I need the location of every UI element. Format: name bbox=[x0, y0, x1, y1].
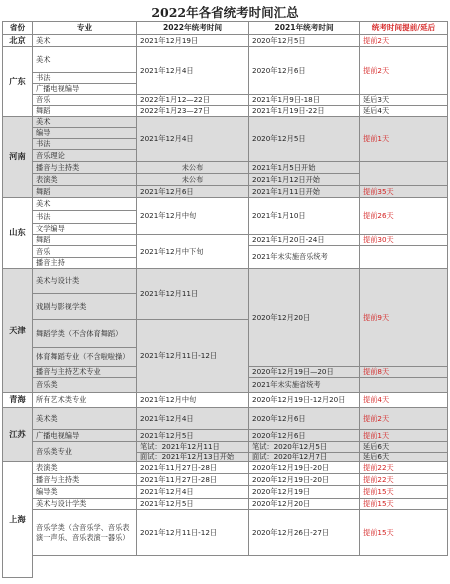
subject-cell: 美术 bbox=[32, 116, 137, 128]
date-2022-cell: 2021年12月中下旬 bbox=[136, 234, 249, 269]
date-2021-cell: 2021年1月19日-22日 bbox=[248, 105, 360, 117]
change-cell: 提前1天 bbox=[359, 429, 448, 442]
subject-cell: 书法 bbox=[32, 138, 137, 150]
change-cell: 提前2天 bbox=[359, 46, 448, 95]
date-2022-cell: 2021年12月4日 bbox=[136, 46, 249, 95]
header-cell: 2022年统考时间 bbox=[136, 21, 249, 35]
subject-cell: 书法 bbox=[32, 72, 137, 84]
subject-cell: 美术与设计类 bbox=[32, 268, 137, 294]
date-2022-cell: 2021年12月中旬 bbox=[136, 197, 249, 235]
document-title: 2022年各省统考时间汇总 bbox=[151, 5, 299, 20]
change-cell: 提前4天 bbox=[359, 392, 448, 408]
date-2022-cell: 未公布 bbox=[136, 161, 249, 174]
change-cell: 提前2天 bbox=[359, 34, 448, 47]
subject-cell: 舞蹈 bbox=[32, 185, 137, 198]
subject-cell: 广播电视编导 bbox=[32, 83, 137, 95]
subject-cell: 表演类 bbox=[32, 461, 137, 474]
change-cell: 延后6天 bbox=[359, 441, 448, 453]
change-cell: 延后4天 bbox=[359, 105, 448, 117]
date-2022-cell: 未公布 bbox=[136, 173, 249, 186]
change-cell: 提前22天 bbox=[359, 461, 448, 474]
date-2022-cell: 2021年12月4日 bbox=[136, 407, 249, 430]
subject-cell: 所有艺术类专业 bbox=[32, 392, 137, 408]
change-cell: 提前35天 bbox=[359, 185, 448, 198]
subject-cell: 书法 bbox=[32, 210, 137, 224]
date-2021-cell: 2020年12月6日 bbox=[248, 429, 360, 442]
date-2021-cell: 2020年12月5日 bbox=[248, 34, 360, 47]
date-2021-cell: 2021年1月10日 bbox=[248, 197, 360, 235]
date-2022-cell: 2021年11月27日-28日 bbox=[136, 461, 249, 474]
province-cell: 江苏 bbox=[2, 407, 33, 462]
date-2021-cell: 2020年12月19日-20日 bbox=[248, 473, 360, 486]
header-cell: 省份 bbox=[2, 21, 33, 35]
change-cell: 提前26天 bbox=[359, 197, 448, 235]
subject-cell: 广播电视编导 bbox=[32, 429, 137, 442]
subject-cell: 表演类 bbox=[32, 173, 137, 186]
subject-cell: 戏剧与影视学类 bbox=[32, 293, 137, 320]
change-cell: 延后3天 bbox=[359, 94, 448, 106]
date-2022-cell: 2022年1月12—22日 bbox=[136, 94, 249, 106]
date-2021-cell: 2021年1月9日-18日 bbox=[248, 94, 360, 106]
subject-cell: 播音与主持类 bbox=[32, 473, 137, 486]
date-2022-cell: 2021年11月27日-28日 bbox=[136, 473, 249, 486]
subject-cell: 音乐 bbox=[32, 94, 137, 106]
date-2021-cell: 2020年12月20日 bbox=[248, 498, 360, 510]
change-cell: 提前30天 bbox=[359, 234, 448, 246]
province-cell: 上海 bbox=[2, 461, 33, 578]
date-2021-cell: 2020年12月19日—20日 bbox=[248, 366, 360, 378]
date-2022-cell: 2021年12月11日-12日 bbox=[136, 319, 249, 393]
date-2022-cell: 2021年12月11日-12日 bbox=[136, 509, 249, 556]
subject-cell: 音乐类专业 bbox=[32, 441, 137, 462]
date-2022-cell: 2021年12月4日 bbox=[136, 485, 249, 499]
date-2021-cell: 2021年1月11日开始 bbox=[248, 185, 360, 198]
change-cell: 提前15天 bbox=[359, 509, 448, 556]
date-2021-cell: 2020年12月19日-12月20日 bbox=[248, 392, 360, 408]
date-2021-cell: 2020年12月19日 bbox=[248, 485, 360, 499]
date-2021-cell: 2021年1月5日开始 bbox=[248, 161, 360, 174]
date-2022-cell: 面试：2021年12月13日开始 bbox=[136, 452, 249, 462]
change-cell: 提前1天 bbox=[359, 116, 448, 162]
subject-cell: 美术 bbox=[32, 34, 137, 47]
date-2021-cell: 2020年12月6日 bbox=[248, 407, 360, 430]
subject-cell: 播音与主持类 bbox=[32, 161, 137, 174]
date-2021-cell: 2020年12月26日-27日 bbox=[248, 509, 360, 556]
change-cell bbox=[359, 245, 448, 269]
subject-cell: 美术与设计学类 bbox=[32, 498, 137, 510]
date-2022-cell: 2022年1月23—27日 bbox=[136, 105, 249, 117]
change-cell: 提前15天 bbox=[359, 485, 448, 499]
date-2021-cell: 2021年1月20日-24日 bbox=[248, 234, 360, 246]
change-cell: 提前9天 bbox=[359, 268, 448, 367]
date-2021-cell: 面试：2020年12月7日 bbox=[248, 452, 360, 462]
subject-cell: 美术 bbox=[32, 197, 137, 211]
header-cell: 专业 bbox=[32, 21, 137, 35]
change-cell bbox=[359, 161, 448, 186]
date-2021-cell: 2021年1月12日开始 bbox=[248, 173, 360, 186]
subject-cell: 文学编导 bbox=[32, 223, 137, 235]
date-2022-cell: 2021年12月11日 bbox=[136, 268, 249, 320]
date-2022-cell: 2021年12月5日 bbox=[136, 498, 249, 510]
province-cell: 广东 bbox=[2, 46, 33, 117]
province-cell: 河南 bbox=[2, 116, 33, 198]
subject-cell: 舞蹈 bbox=[32, 234, 137, 246]
subject-cell: 编导 bbox=[32, 127, 137, 139]
date-2022-cell: 2021年12月4日 bbox=[136, 116, 249, 162]
date-2022-cell: 2021年12月19日 bbox=[136, 34, 249, 47]
subject-cell: 体育舞蹈专业（不含啦啦操） bbox=[32, 347, 137, 367]
subject-cell: 舞蹈 bbox=[32, 105, 137, 117]
province-cell: 青海 bbox=[2, 392, 33, 408]
date-2021-cell: 笔试：2020年12月5日 bbox=[248, 441, 360, 453]
province-cell: 天津 bbox=[2, 268, 33, 393]
header-cell: 2021年统考时间 bbox=[248, 21, 360, 35]
date-2021-cell: 2020年12月5日 bbox=[248, 116, 360, 162]
change-cell: 提前15天 bbox=[359, 498, 448, 510]
province-cell: 北京 bbox=[2, 34, 33, 47]
date-2021-cell: 2020年12月6日 bbox=[248, 46, 360, 95]
subject-cell: 音乐类 bbox=[32, 377, 137, 393]
subject-cell: 播音与主持艺术专业 bbox=[32, 366, 137, 378]
change-cell: 延后6天 bbox=[359, 452, 448, 462]
province-cell: 山东 bbox=[2, 197, 33, 269]
subject-cell: 美术类 bbox=[32, 407, 137, 430]
change-cell: 提前8天 bbox=[359, 366, 448, 378]
subject-cell: 舞蹈学类（不含体育舞蹈） bbox=[32, 319, 137, 348]
change-cell: 提前22天 bbox=[359, 473, 448, 486]
subject-cell: 音乐理论 bbox=[32, 149, 137, 162]
date-2022-cell: 2021年12月6日 bbox=[136, 185, 249, 198]
date-2022-cell: 笔试：2021年12月11日 bbox=[136, 441, 249, 453]
date-2021-cell: 2021年未实施省统考 bbox=[248, 377, 360, 393]
subject-cell: 美术 bbox=[32, 46, 137, 73]
subject-cell: 播音主持 bbox=[32, 257, 137, 269]
change-cell: 提前2天 bbox=[359, 407, 448, 430]
subject-cell: 音乐 bbox=[32, 245, 137, 258]
date-2021-cell: 2020年12月19日-20日 bbox=[248, 461, 360, 474]
subject-cell: 编导类 bbox=[32, 485, 137, 499]
header-cell: 统考时间提前/延后 bbox=[359, 21, 448, 35]
date-2022-cell: 2021年12月5日 bbox=[136, 429, 249, 442]
date-2021-cell: 2020年12月20日 bbox=[248, 268, 360, 367]
change-cell bbox=[359, 377, 448, 393]
date-2021-cell: 2021年未实施音乐统考 bbox=[248, 245, 360, 269]
subject-cell: 音乐学类（含音乐学、音乐表演一声乐、音乐表演一器乐） bbox=[32, 509, 137, 556]
date-2022-cell: 2021年12月中旬 bbox=[136, 392, 249, 408]
